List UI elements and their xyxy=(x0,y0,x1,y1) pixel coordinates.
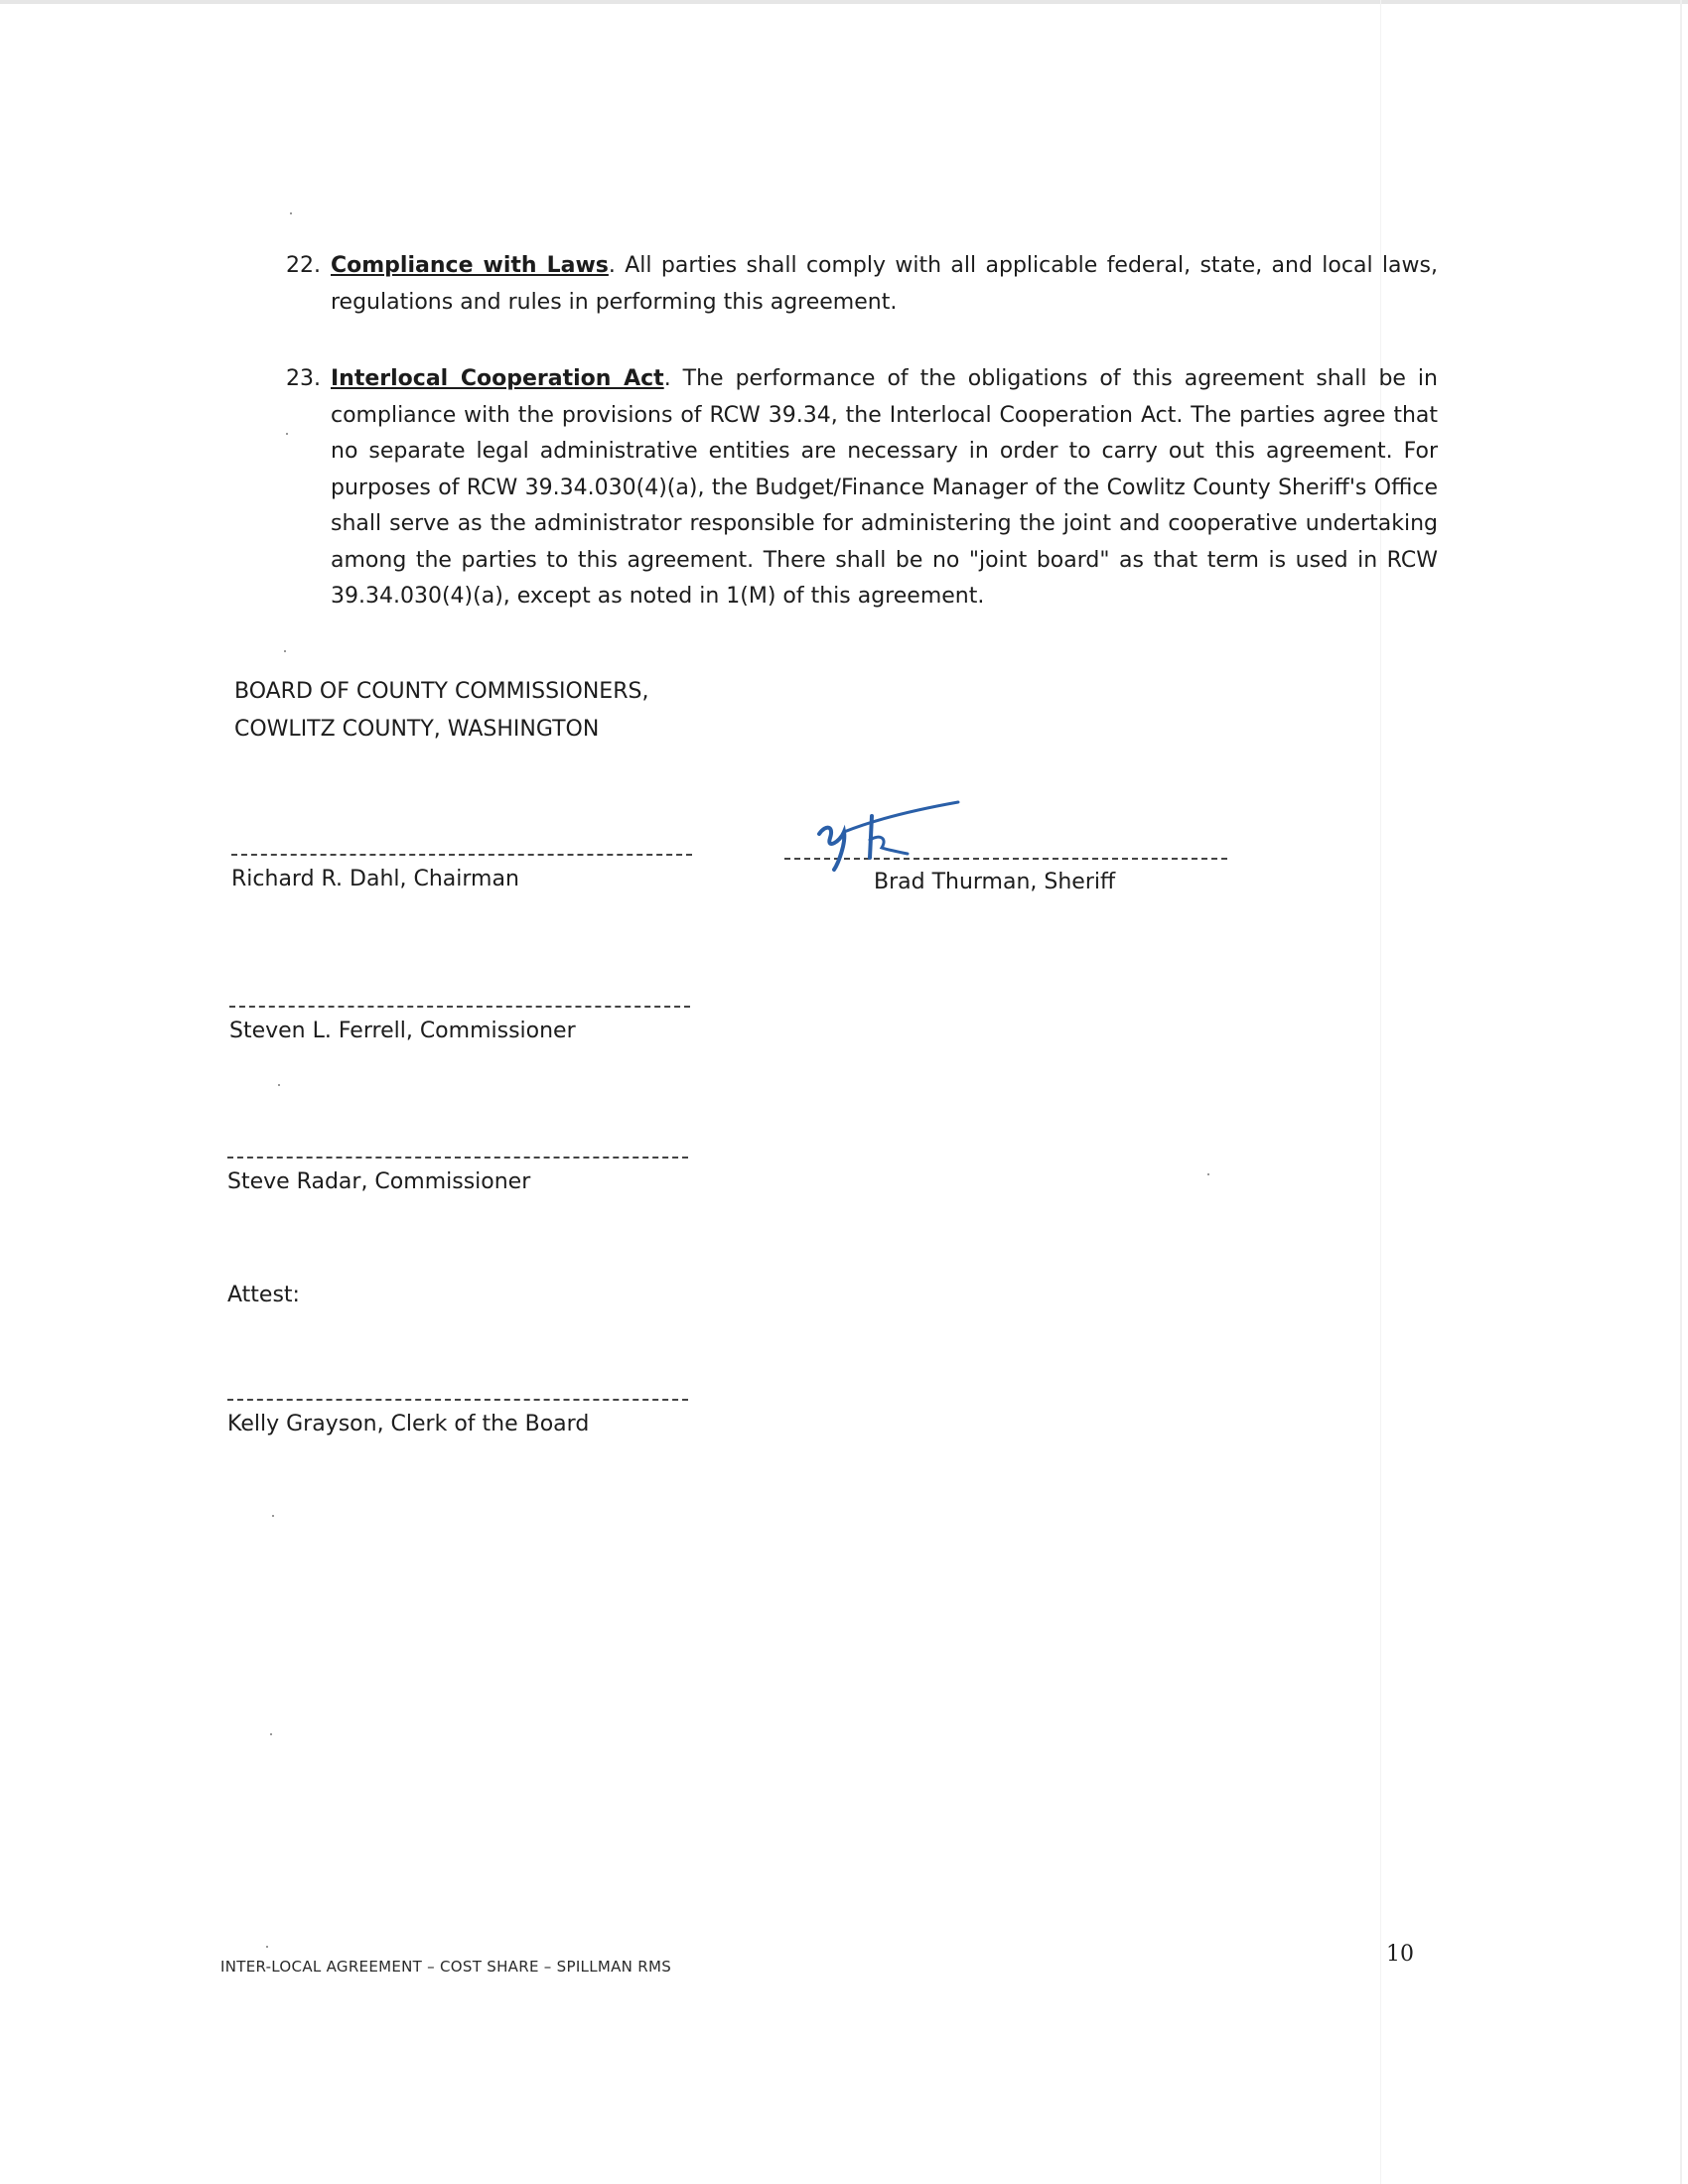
footer-title: INTER-LOCAL AGREEMENT – COST SHARE – SPILLMAN RMS xyxy=(220,1958,672,1976)
signatory-sheriff: Brad Thurman, Sheriff xyxy=(874,870,1116,894)
signatory-commissioner-2: Steve Radar, Commissioner xyxy=(227,1169,531,1194)
page-number: 10 xyxy=(1386,1942,1414,1967)
attest-label: Attest: xyxy=(227,1283,300,1307)
signature-line-commissioner-1 xyxy=(229,1006,690,1008)
scan-edge-right xyxy=(1680,0,1682,2184)
handwritten-signature xyxy=(814,794,963,874)
scan-speck xyxy=(1207,1173,1209,1175)
clause-text: . The performance of the obligations of this agreement shall be in compliance with the provisions of RCW 39.34, the Interlocal Cooperation Act. The parties agree that no separate legal administrative entities are necessary in order to carry out this agreement. For purposes of RCW 39.34.030(4)(a), the Budget/Finance Manager of the Cowlitz County Sheriff's Office shall serve as the administrator responsible for administering the joint and cooperative undertaking among the parties to this agreement. There shall be no "joint board" as that term is used in RCW 39.34.030(4)(a), except as noted in 1(M) of this agreement. xyxy=(331,366,1438,609)
scan-speck xyxy=(278,1084,280,1086)
clause-heading: Compliance with Laws xyxy=(331,253,609,278)
clause-text: . All parties shall comply with all applicable federal, state, and local laws, regulations and rules in performing this agreement. xyxy=(331,253,1438,315)
clause-23 xyxy=(286,361,1438,615)
signature-line-commissioner-2 xyxy=(227,1157,688,1159)
signatory-commissioner-1: Steven L. Ferrell, Commissioner xyxy=(229,1019,576,1043)
scan-speck xyxy=(270,1733,272,1735)
scan-speck xyxy=(266,1946,268,1948)
scan-edge-top xyxy=(0,0,1688,4)
board-line-2: COWLITZ COUNTY, WASHINGTON xyxy=(234,717,600,742)
scan-speck xyxy=(290,212,292,214)
clause-number: 23. xyxy=(286,366,321,391)
scan-speck xyxy=(272,1515,274,1517)
board-line-1: BOARD OF COUNTY COMMISSIONERS, xyxy=(234,679,649,704)
scan-speck xyxy=(284,650,286,652)
clause-body xyxy=(331,248,1438,321)
signature-line-clerk xyxy=(227,1399,688,1401)
signatory-chairman: Richard R. Dahl, Chairman xyxy=(231,867,519,891)
board-heading xyxy=(234,673,648,749)
scan-speck xyxy=(286,433,288,435)
clause-number: 22. xyxy=(286,253,321,278)
signatory-clerk: Kelly Grayson, Clerk of the Board xyxy=(227,1412,590,1436)
clause-22 xyxy=(286,248,1438,321)
clause-heading: Interlocal Cooperation Act xyxy=(331,366,664,391)
scan-fold-line xyxy=(1380,0,1381,2184)
signature-line-chairman xyxy=(231,854,692,856)
clause-body xyxy=(331,361,1438,615)
